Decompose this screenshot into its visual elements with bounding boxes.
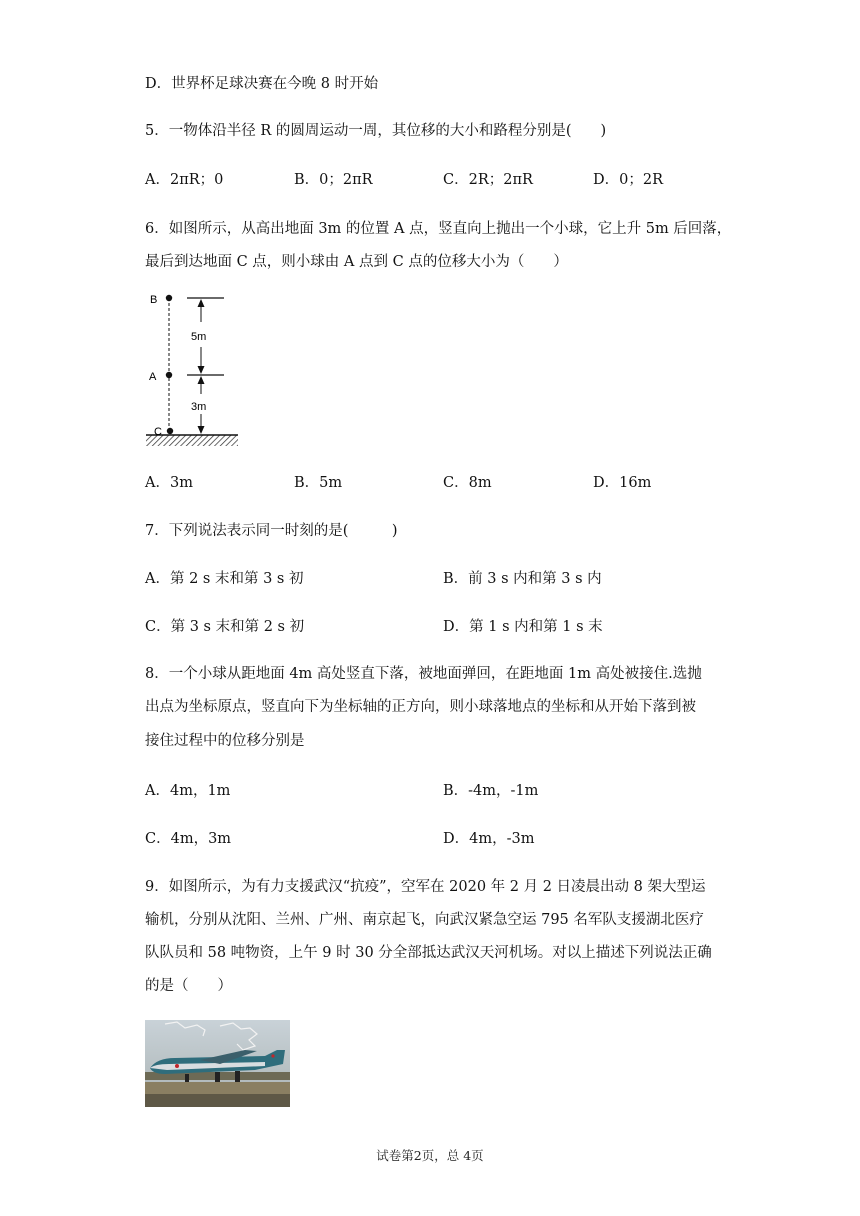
q8-stem-line3: 接住过程中的位移分别是: [145, 733, 305, 749]
point-b: [166, 295, 172, 301]
q4-option-d: D．世界杯足球决赛在今晚 8 时开始: [145, 76, 379, 92]
q6-option-d: D．16m: [593, 475, 652, 491]
q5-option-d: D．0；2R: [593, 172, 663, 188]
q7-option-b: B．前 3 s 内和第 3 s 内: [443, 571, 602, 587]
page-footer: 试卷第2页，总 4页: [376, 1148, 484, 1163]
q8-option-c: C．4m，3m: [145, 831, 232, 847]
arrow-down-icon: [198, 366, 205, 374]
q6-stem-line1: 6．如图所示，从高出地面 3m 的位置 A 点，竖直向上抛出一个小球，它上升 5m 后回落，: [145, 221, 732, 237]
q9-stem-line4: 的是（ ）: [145, 978, 232, 994]
dim-upper-label: 5m: [191, 331, 207, 343]
q6-option-a: A．3m: [145, 475, 193, 491]
point-c: [167, 428, 173, 434]
q7-option-c: C．第 3 s 末和第 2 s 初: [145, 619, 305, 635]
q7-stem: 7．下列说法表示同一时刻的是( ): [145, 523, 398, 539]
label-c: C: [154, 426, 162, 438]
q7-option-a: A．第 2 s 末和第 3 s 初: [145, 571, 304, 587]
q6-figure: [140, 288, 245, 454]
label-a: A: [149, 371, 157, 383]
q8-stem-line1: 8．一个小球从距地面 4m 高处竖直下落，被地面弹回，在距地面 1m 高处被接住.选抛: [145, 666, 702, 682]
arrow-up-icon: [198, 376, 205, 384]
point-a: [166, 372, 172, 378]
q8-option-a: A．4m，1m: [145, 783, 231, 799]
q7-option-d: D．第 1 s 内和第 1 s 末: [443, 619, 603, 635]
dim-lower-label: 3m: [191, 401, 207, 413]
q9-stem-line1: 9．如图所示，为有力支援武汉“抗疫”，空军在 2020 年 2 月 2 日凌晨出动 8 架大型运: [145, 879, 706, 895]
q6-option-b: B．5m: [294, 475, 343, 491]
label-b: B: [150, 294, 158, 306]
q6-option-c: C．8m: [443, 475, 492, 491]
q5-option-c: C．2R；2πR: [443, 172, 533, 188]
q8-option-b: B．-4m，-1m: [443, 783, 539, 799]
arrow-down-icon: [198, 426, 205, 434]
q6-stem-line2: 最后到达地面 C 点，则小球由 A 点到 C 点的位移大小为（ ）: [145, 254, 568, 270]
q8-option-d: D．4m，-3m: [443, 831, 535, 847]
q5-stem: 5．一物体沿半径 R 的圆周运动一周，其位移的大小和路程分别是( ): [145, 123, 607, 139]
q9-aircraft-photo: [145, 1020, 290, 1107]
q5-option-a: A．2πR；0: [145, 172, 224, 188]
q5-option-b: B．0；2πR: [294, 172, 373, 188]
arrow-up-icon: [198, 299, 205, 307]
q8-stem-line2: 出点为坐标原点，竖直向下为坐标轴的正方向，则小球落地点的坐标和从开始下落到被: [145, 699, 696, 715]
q9-stem-line2: 输机，分别从沈阳、兰州、广州、南京起飞，向武汉紧急空运 795 名军队支援湖北医疗: [145, 912, 704, 928]
q9-stem-line3: 队队员和 58 吨物资，上午 9 时 30 分全部抵达武汉天河机场。对以上描述下列说法正确: [145, 945, 712, 961]
